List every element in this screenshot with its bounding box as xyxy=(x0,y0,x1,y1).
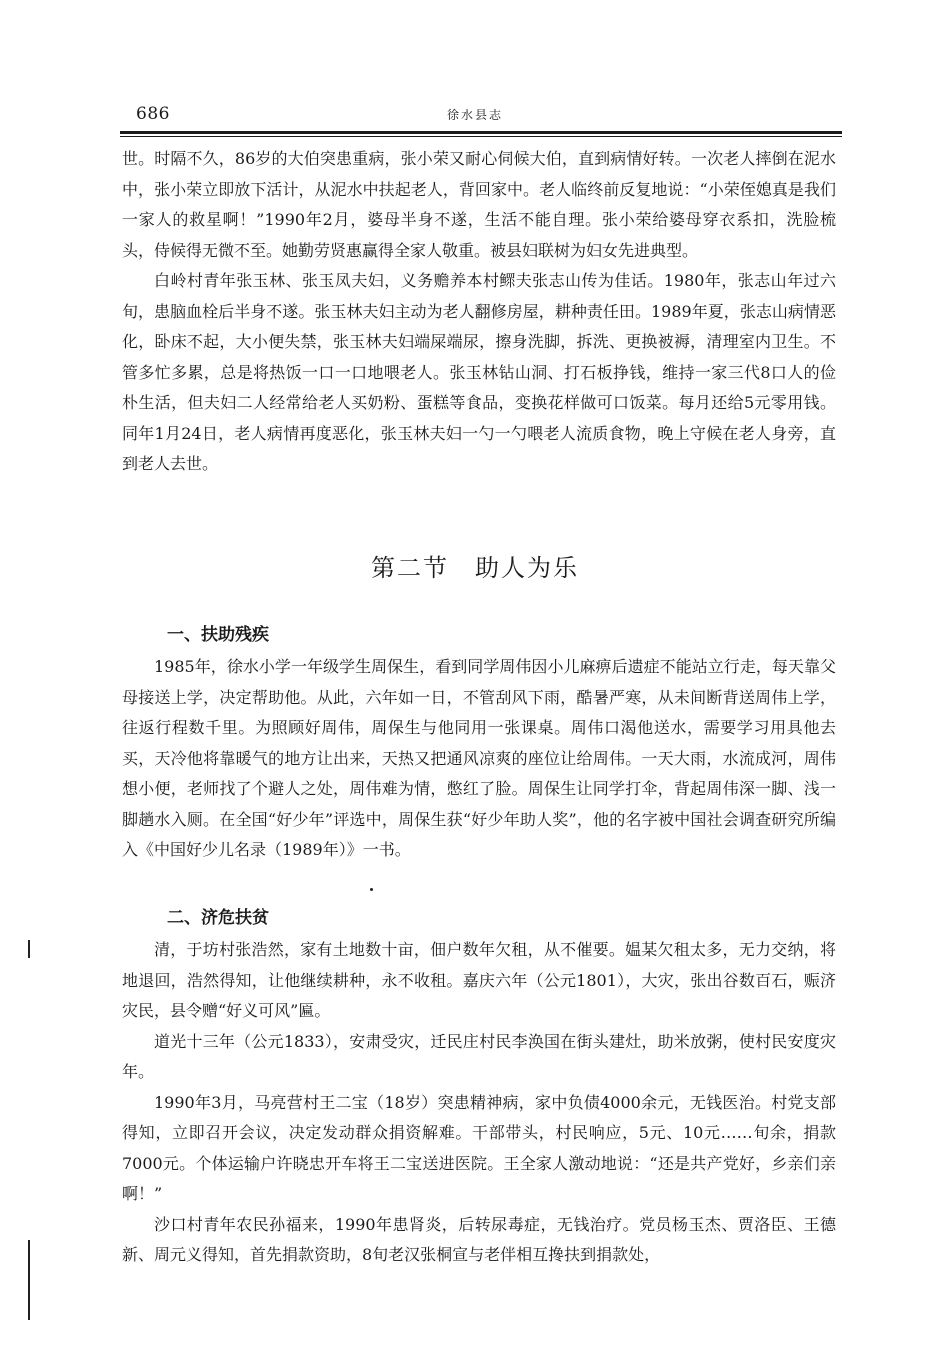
body-text-block-2 xyxy=(122,652,836,866)
paragraph: 白岭村青年张玉林、张玉凤夫妇，义务赡养本村鳏夫张志山传为佳话。1980年，张志山年过六旬，患脑血栓后半身不遂。张玉林夫妇主动为老人翻修房屋，耕种责任田。1989年夏，张志山病情恶化，卧床不起，大小便失禁，张玉林夫妇端屎端尿，擦身洗脚，拆洗、更换被褥，清理室内卫生。不管多忙多累，总是将热饭一口一口地喂老人。张玉林钻山洞、打石板挣钱，维持一家三代8口人的俭朴生活，但夫妇二人经常给老人买奶粉、蛋糕等食品，变换花样做可口饭菜。每月还给5元零用钱。同年1月24日，老人病情再度恶化，张玉林夫妇一勺一勺喂老人流质食物，晚上守候在老人身旁，直到老人去世。 xyxy=(122,271,836,473)
paragraph: 1985年，徐水小学一年级学生周保生，看到同学周伟因小儿麻痹后遗症不能站立行走，每天靠父母接送上学，决定帮助他。从此，六年如一日，不管刮风下雨，酷暑严寒，从未间断背送周伟上学，往返行程数千里。为照顾好周伟，周保生与他同用一张课桌。周伟口渴他送水，需要学习用具他去买，天冷他将靠暖气的地方让出来，天热又把通风凉爽的座位让给周伟。一天大雨，水流成河，周伟想小便，老师找了个避人之处，周伟难为情，憋红了脸。周保生让同学打伞，背起周伟深一脚、浅一脚趟水入厕。在全国“好少年”评选中，周保生获“好少年助人奖”，他的名字被中国社会调查研究所编入《中国好少儿名录（1989年）》一书。 xyxy=(122,657,836,859)
body-text-block-1 xyxy=(122,144,836,480)
scan-edge-mark xyxy=(28,940,30,958)
paragraph: 道光十三年（公元1833），安肃受灾，迁民庄村民李涣国在街头建灶，助米放粥，使村民安度灾年。 xyxy=(122,1031,836,1081)
paragraph: 世。时隔不久，86岁的大伯突患重病，张小荣又耐心伺候大伯，直到病情好转。一次老人摔倒在泥水中，张小荣立即放下活计，从泥水中扶起老人，背回家中。老人临终前反复地说：“小荣侄媳真是我们一家人的救星啊！”1990年2月，婆母半身不遂，生活不能自理。张小荣给婆母穿衣系扣，洗脸梳头，侍候得无微不至。她勤劳贤惠赢得全家人敬重。被县妇联树为妇女先进典型。 xyxy=(122,149,836,260)
body-text-block-3 xyxy=(122,935,836,1271)
running-title: 徐水县志 xyxy=(446,108,503,122)
paragraph: 1990年3月，马亮营村王二宝（18岁）突患精神病，家中负债4000余元，无钱医治。村党支部得知，立即召开会议，决定发动群众捐资解难。干部带头，村民响应，5元、10元……旬余，捐款7000元。个体运输户许晓忠开车将王二宝送进医院。王全家人激动地说：“还是共产党好，乡亲们亲啊！” xyxy=(122,1092,836,1203)
scan-dot xyxy=(370,888,373,891)
scan-edge-mark xyxy=(28,1240,30,1320)
subheading-1: 一、扶助残疾 xyxy=(167,625,269,645)
subheading-2: 二、济危扶贫 xyxy=(167,908,269,928)
page-number: 686 xyxy=(136,104,170,124)
section-title: 第二节 助人为乐 xyxy=(371,554,579,582)
paragraph: 沙口村青年农民孙福来，1990年患肾炎，后转尿毒症，无钱治疗。党员杨玉杰、贾洛臣、王德新、周元义得知，首先捐款资助，8旬老汉张桐宣与老伴相互搀扶到捐款处， xyxy=(122,1214,836,1264)
paragraph: 清，于坊村张浩然，家有土地数十亩，佃户数年欠租，从不催要。媪某欠租太多，无力交纳，将地退回，浩然得知，让他继续耕种，永不收租。嘉庆六年（公元1801），大灾，张出谷数百石，赈济灾民，县令赠“好义可风”匾。 xyxy=(122,940,836,1020)
header-rule-thick xyxy=(120,131,842,134)
header-rule-thin xyxy=(120,136,842,137)
